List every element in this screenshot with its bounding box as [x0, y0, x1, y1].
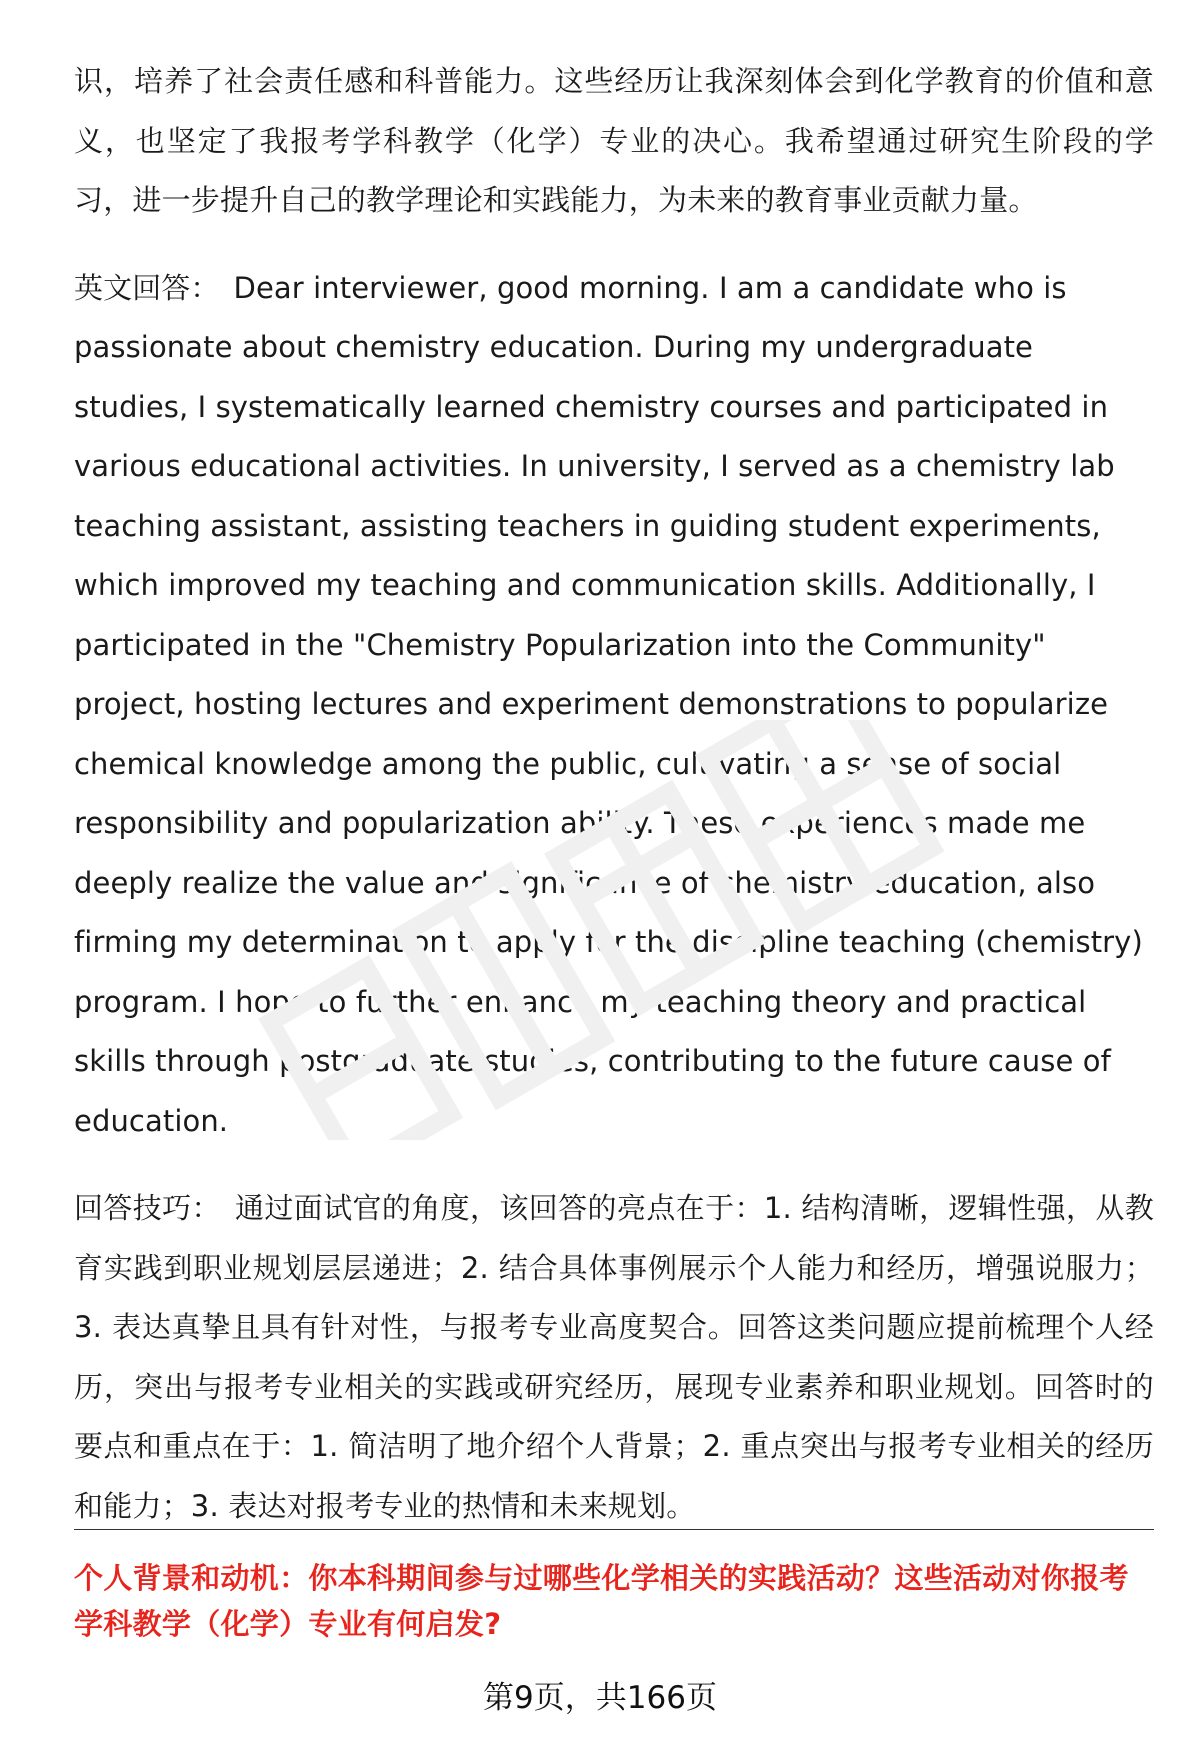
english-answer-label: 英文回答： — [74, 270, 220, 305]
page-number: 第9页，共166页 — [483, 1680, 717, 1716]
english-answer-paragraph — [74, 259, 1154, 1152]
document-body — [74, 52, 1154, 1564]
intro-paragraph: 识，培养了社会责任感和科普能力。这些经历让我深刻体会到化学教育的价值和意义，也坚定了我报考学科教学（化学）专业的决心。我希望通过研究生阶段的学习，进一步提升自己的教学理论和实践能力，为未来的教育事业贡献力量。 — [74, 64, 1154, 217]
english-answer-text: Dear interviewer, good morning. I am a candidate who is passionate about chemistry education. During my undergraduate studies, I systematically learned chemistry courses and participated in various educational activities. In university, I served as a chemistry lab teaching assistant, assisting teachers in guiding student experiments, which improved my teaching and communication skills. Additionally, I participated in the "Chemistry Popularization into the Community" project, hosting lectures and experiment demonstrations to popularize chemical knowledge among the public, cultivating a sense of social responsibility and popularization ability. These experiences made me deeply realize the value and significance of chemistry education, also firming my determination to apply for the discipline teaching (chemistry) program. I hope to further enhance my teaching theory and practical skills through postgraduate studies, contributing to the future cause of education. — [74, 270, 1143, 1138]
answer-tips-paragraph — [74, 1179, 1154, 1536]
answer-tips-text: 通过面试官的角度，该回答的亮点在于：1. 结构清晰，逻辑性强，从教育实践到职业规划层层递进；2. 结合具体事例展示个人能力和经历，增强说服力；3. 表达真挚且具有针对性，与报考专业高度契合。回答这类问题应提前梳理个人经历，突出与报考专业相关的实践或研究经历，展现专业素养和职业规划。回答时的要点和重点在于：1. 简洁明了地介绍个人背景；2. 重点突出与报考专业相关的经历和能力；3. 表达对报考专业的热情和未来规划。 — [74, 1191, 1154, 1523]
next-question-heading: 个人背景和动机：你本科期间参与过哪些化学相关的实践活动？这些活动对你报考学科教学（化学）专业有何启发? — [74, 1561, 1129, 1641]
section-divider — [74, 1529, 1154, 1530]
answer-tips-label: 回答技巧： — [74, 1191, 221, 1225]
